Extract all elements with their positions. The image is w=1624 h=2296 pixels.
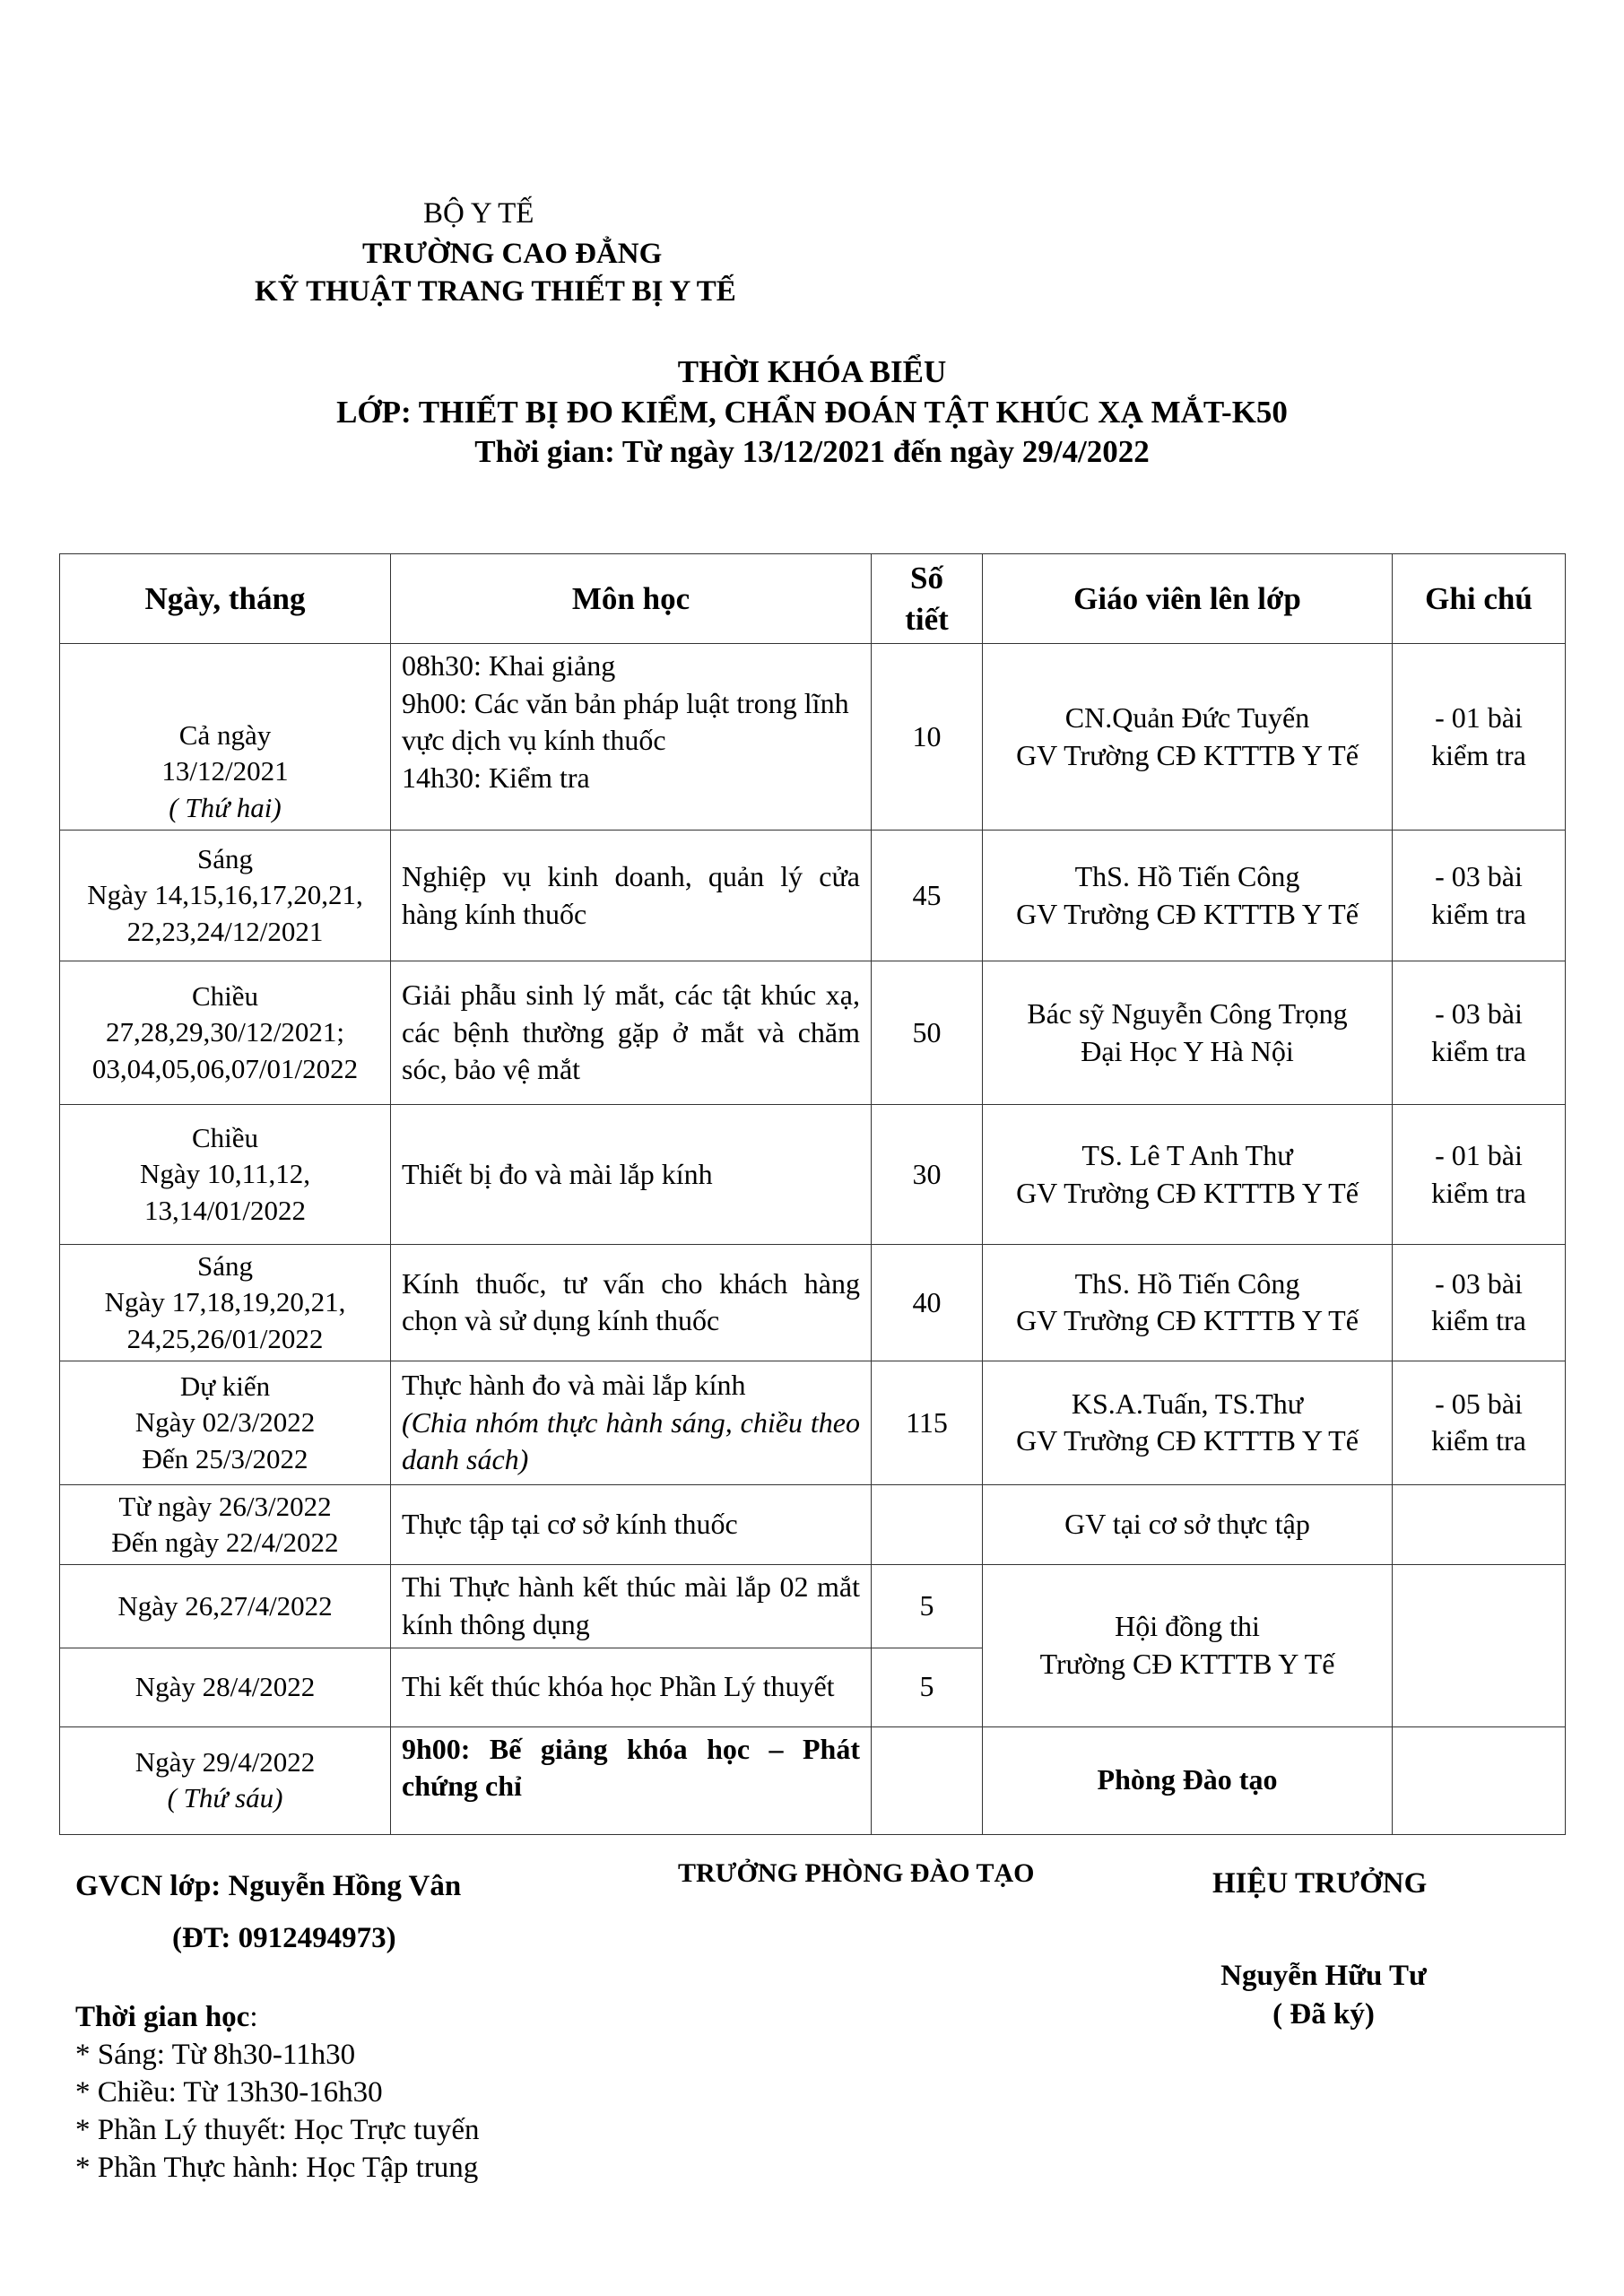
subject-cell: Kính thuốc, tư vấn cho khách hàng chọn và sử dụng kính thuốc <box>391 1245 872 1361</box>
date-cell: Ngày 28/4/2022 <box>60 1648 391 1726</box>
date-line: 13,14/01/2022 <box>144 1194 306 1226</box>
date-cell: Ngày 26,27/4/2022 <box>60 1565 391 1648</box>
date-line: Ngày 10,11,12, <box>140 1158 310 1190</box>
date-line: Ngày 14,15,16,17,20,21, <box>87 879 363 911</box>
date-line: 24,25,26/01/2022 <box>126 1322 324 1354</box>
subject-cell <box>391 644 872 831</box>
teacher-line: GV Trường CĐ KTTTB Y Tế <box>1016 1424 1359 1457</box>
teacher-cell: Phòng Đào tạo <box>983 1726 1393 1834</box>
table-row <box>60 1484 1566 1565</box>
subject-cell: Thiết bị đo và mài lắp kính <box>391 1105 872 1245</box>
teacher-line: GV Trường CĐ KTTTB Y Tế <box>1016 1304 1359 1337</box>
study-time-block <box>75 1998 480 2187</box>
periods-cell <box>872 1484 983 1565</box>
study-time-colon: : <box>249 2001 258 2033</box>
ministry-name: BỘ Y TẾ <box>423 197 534 230</box>
table-row <box>60 1361 1566 1484</box>
schedule-table <box>59 553 1566 1835</box>
date-cell <box>60 961 391 1105</box>
date-cell <box>60 831 391 961</box>
periods-cell: 5 <box>872 1648 983 1726</box>
note-cell <box>1393 1245 1566 1361</box>
date-line: Cả ngày <box>178 719 272 752</box>
periods-cell: 30 <box>872 1105 983 1245</box>
teacher-line: CN.Quản Đức Tuyến <box>1064 700 1310 734</box>
date-cell <box>60 644 391 831</box>
note-line: kiểm tra <box>1431 1034 1526 1067</box>
header-periods-line2: tiết <box>905 601 949 637</box>
periods-cell: 45 <box>872 831 983 961</box>
date-line: Ngày 02/3/2022 <box>135 1406 316 1439</box>
note-line: kiểm tra <box>1431 738 1526 771</box>
date-cell <box>60 1105 391 1245</box>
note-line: kiểm tra <box>1431 1424 1526 1457</box>
subject-cell: Thi kết thúc khóa học Phần Lý thuyết <box>391 1648 872 1726</box>
study-time-line: * Chiều: Từ 13h30-16h30 <box>75 2076 383 2109</box>
teacher-line: Trường CĐ KTTTB Y Tế <box>1039 1648 1335 1681</box>
note-cell <box>1393 1361 1566 1484</box>
header-subject: Môn học <box>391 554 872 644</box>
weekday-label: ( Thứ hai) <box>169 791 282 823</box>
teacher-line: GV Trường CĐ KTTTB Y Tế <box>1016 738 1359 771</box>
table-row <box>60 1565 1566 1648</box>
subject-cell: Giải phẫu sinh lý mắt, các tật khúc xạ, các bệnh thường gặp ở mắt và chăm sóc, bảo vệ mắt <box>391 961 872 1105</box>
teacher-line: ThS. Hồ Tiến Công <box>1074 859 1300 892</box>
principal-title: HIỆU TRƯỞNG <box>1212 1867 1428 1900</box>
subject-line: 14h30: Kiểm tra <box>402 761 590 794</box>
periods-cell: 50 <box>872 961 983 1105</box>
teacher-line: Đại Học Y Hà Nội <box>1081 1034 1294 1067</box>
principal-signed-note: ( Đã ký) <box>1272 1998 1375 2031</box>
teacher-cell <box>983 831 1393 961</box>
note-line: - 05 bài <box>1435 1387 1523 1420</box>
teacher-cell <box>983 1105 1393 1245</box>
date-line: Đến 25/3/2022 <box>142 1442 308 1474</box>
note-cell <box>1393 1484 1566 1565</box>
school-name-line1: TRƯỜNG CAO ĐẲNG <box>362 238 663 270</box>
note-line: - 03 bài <box>1435 859 1523 892</box>
note-line: kiểm tra <box>1431 897 1526 930</box>
note-cell <box>1393 1565 1566 1726</box>
homeroom-phone: (ĐT: 0912494973) <box>172 1922 396 1954</box>
subject-line: 9h00: Các văn bản pháp luật trong lĩnh vực dịch vụ kính thuốc <box>402 686 849 757</box>
note-cell <box>1393 644 1566 831</box>
subject-cell: Nghiệp vụ kinh doanh, quản lý cửa hàng kính thuốc <box>391 831 872 961</box>
study-time-line: * Phần Lý thuyết: Học Trực tuyến <box>75 2114 480 2146</box>
teacher-cell <box>983 1361 1393 1484</box>
date-line: 03,04,05,06,07/01/2022 <box>91 1052 359 1084</box>
date-line: 22,23,24/12/2021 <box>126 915 324 947</box>
periods-cell: 115 <box>872 1361 983 1484</box>
header-date: Ngày, tháng <box>60 554 391 644</box>
study-time-line: * Phần Thực hành: Học Tập trung <box>75 2152 479 2184</box>
table-row <box>60 1105 1566 1245</box>
date-line: Sáng <box>197 1250 253 1282</box>
note-line: kiểm tra <box>1431 1176 1526 1209</box>
subject-note: (Chia nhóm thực hành sáng, chiều theo danh sách) <box>402 1405 860 1476</box>
note-cell <box>1393 1105 1566 1245</box>
note-cell <box>1393 831 1566 961</box>
table-row <box>60 644 1566 831</box>
date-line: 27,28,29,30/12/2021; <box>105 1016 345 1048</box>
date-line: Dự kiến <box>179 1370 271 1402</box>
teacher-line: Bác sỹ Nguyễn Công Trọng <box>1027 996 1348 1030</box>
date-cell <box>60 1484 391 1565</box>
study-time-heading: Thời gian học <box>75 2001 250 2033</box>
study-time-line: * Sáng: Từ 8h30-11h30 <box>75 2039 356 2071</box>
table-row <box>60 961 1566 1105</box>
school-name-line2: KỸ THUẬT TRANG THIẾT BỊ Y TẾ <box>255 275 736 308</box>
teacher-line: TS. Lê T Anh Thư <box>1081 1138 1293 1171</box>
note-line: - 01 bài <box>1435 700 1523 734</box>
subject-cell: 9h00: Bế giảng khóa học – Phát chứng chỉ <box>391 1726 872 1834</box>
training-head-title: TRƯỞNG PHÒNG ĐÀO TẠO <box>678 1858 1035 1888</box>
teacher-cell <box>983 1245 1393 1361</box>
teacher-cell <box>983 1565 1393 1726</box>
periods-cell: 10 <box>872 644 983 831</box>
subject-line: 08h30: Khai giảng <box>402 649 616 682</box>
weekday-label: ( Thứ sáu) <box>167 1782 283 1814</box>
date-line: Ngày 17,18,19,20,21, <box>104 1286 346 1318</box>
table-row <box>60 1726 1566 1834</box>
note-line: - 03 bài <box>1435 996 1523 1030</box>
document-title: THỜI KHÓA BIỂU <box>677 354 947 389</box>
period-title: Thời gian: Từ ngày 13/12/2021 đến ngày 29/4/2022 <box>474 434 1150 469</box>
subject-cell: Thi Thực hành kết thúc mài lắp 02 mắt kính thông dụng <box>391 1565 872 1648</box>
date-line: Đến ngày 22/4/2022 <box>111 1526 339 1559</box>
header-teacher: Giáo viên lên lớp <box>983 554 1393 644</box>
teacher-cell <box>983 644 1393 831</box>
note-line: - 01 bài <box>1435 1138 1523 1171</box>
date-line: Từ ngày 26/3/2022 <box>118 1490 332 1522</box>
header-periods-line1: Số <box>910 561 943 596</box>
class-title: LỚP: THIẾT BỊ ĐO KIỂM, CHẨN ĐOÁN TẬT KHÚC XẠ MẮT-K50 <box>336 395 1288 430</box>
note-cell <box>1393 961 1566 1105</box>
date-cell <box>60 1726 391 1834</box>
subject-cell: Thực tập tại cơ sở kính thuốc <box>391 1484 872 1565</box>
teacher-cell: GV tại cơ sở thực tập <box>983 1484 1393 1565</box>
teacher-line: GV Trường CĐ KTTTB Y Tế <box>1016 897 1359 930</box>
date-cell <box>60 1245 391 1361</box>
study-time-heading-line <box>75 1998 480 2036</box>
header-periods <box>872 554 983 644</box>
periods-cell: 5 <box>872 1565 983 1648</box>
principal-name: Nguyễn Hữu Tư <box>1220 1960 1427 1992</box>
date-line: Chiều <box>191 980 259 1013</box>
homeroom-teacher: GVCN lớp: Nguyễn Hồng Vân <box>75 1870 462 1902</box>
teacher-line: KS.A.Tuấn, TS.Thư <box>1071 1387 1304 1420</box>
subject-cell <box>391 1361 872 1484</box>
header-note: Ghi chú <box>1393 554 1566 644</box>
teacher-line: GV Trường CĐ KTTTB Y Tế <box>1016 1176 1359 1209</box>
table-row <box>60 831 1566 961</box>
date-line: Ngày 29/4/2022 <box>135 1745 316 1778</box>
date-line: Sáng <box>197 843 253 875</box>
date-cell <box>60 1361 391 1484</box>
teacher-line: ThS. Hồ Tiến Công <box>1074 1266 1300 1300</box>
date-line: Chiều <box>191 1122 259 1154</box>
date-line: 13/12/2021 <box>161 755 289 787</box>
table-row <box>60 1245 1566 1361</box>
teacher-cell <box>983 961 1393 1105</box>
table-header-row <box>60 554 1566 644</box>
note-line: kiểm tra <box>1431 1304 1526 1337</box>
periods-cell <box>872 1726 983 1834</box>
periods-cell: 40 <box>872 1245 983 1361</box>
note-cell <box>1393 1726 1566 1834</box>
note-line: - 03 bài <box>1435 1266 1523 1300</box>
subject-line: Thực hành đo và mài lắp kính <box>402 1369 746 1401</box>
teacher-line: Hội đồng thi <box>1115 1610 1260 1643</box>
